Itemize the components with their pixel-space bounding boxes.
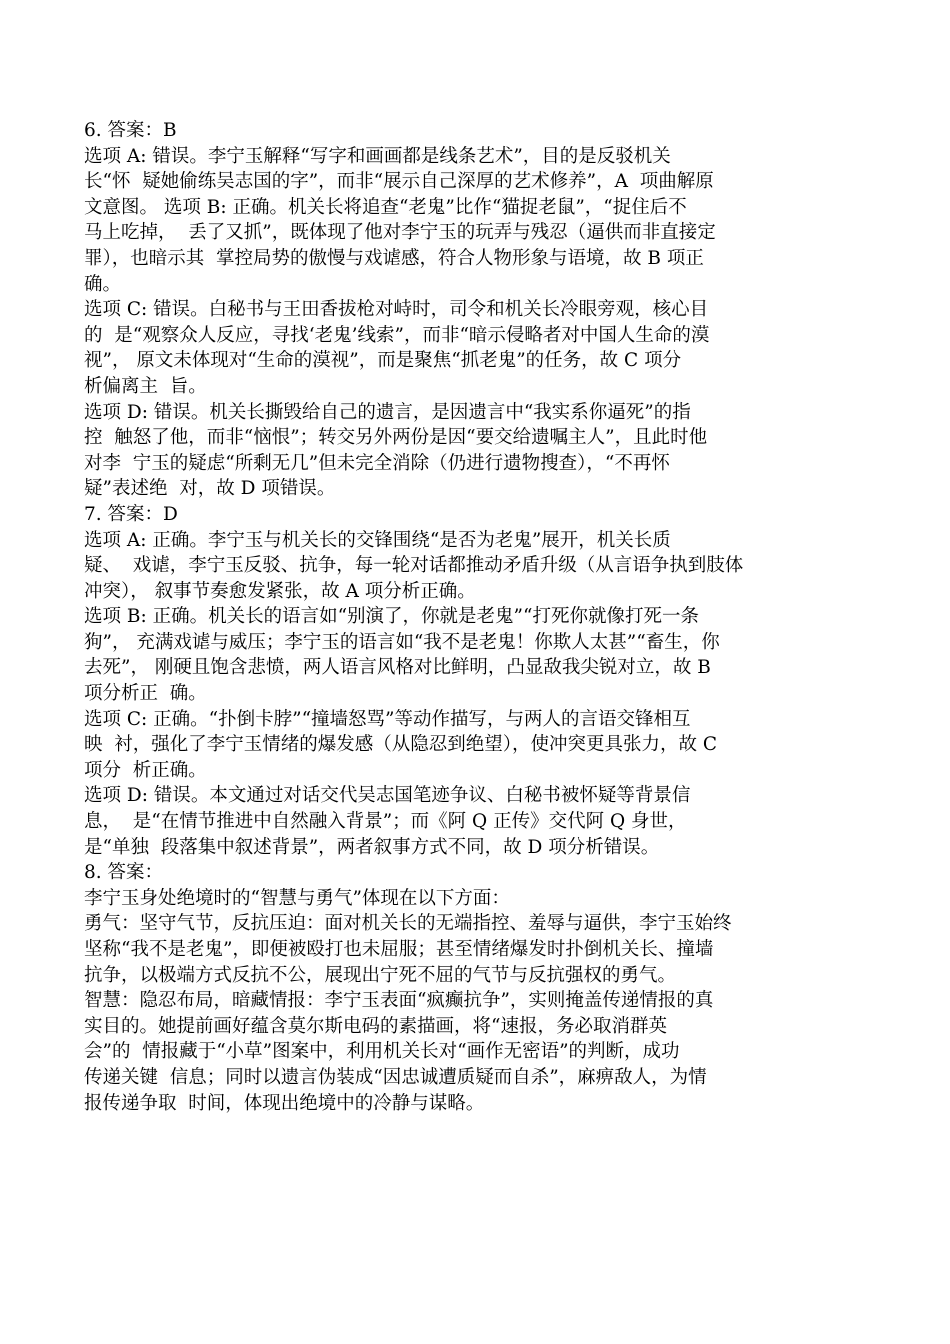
option-paragraph <box>84 297 864 399</box>
option-paragraph <box>84 707 864 784</box>
text-line: 视”， 原文未体现对“生命的漠视”，而是聚焦“抓老鬼”的任务，故 C 项分 <box>84 350 682 372</box>
text-line: 狗”， 充满戏谑与威压；李宁玉的语言如“我不是老鬼！你欺人太甚”“畜生，你 <box>84 631 720 653</box>
text-line: 项分析正 确。 <box>84 683 207 705</box>
text-line: 坚称“我不是老鬼”，即便被殴打也未屈服；甚至情绪爆发时扑倒机关长、撞墙 <box>84 939 714 960</box>
text-line: 传递关键 信息；同时以遗言伪装成“因忠诚遭质疑而自杀”，麻痹敌人，为情 <box>84 1066 707 1088</box>
text-line: 报传递争取 时间，体现出绝境中的冷静与谋略。 <box>84 1092 485 1114</box>
text-line: 项分 析正确。 <box>84 759 207 781</box>
text-line: 冲突）， 叙事节奏愈发紧张，故 A 项分析正确。 <box>84 580 476 602</box>
text-line: 疑”表述绝 对，故 D 项错误。 <box>84 478 336 500</box>
text-line: 选项 A: 错误。李宁玉解释“写字和画画都是线条艺术”，目的是反驳机关 <box>84 145 671 167</box>
text-line: 选项 A: 正确。李宁玉与机关长的交锋围绕“是否为老鬼”展开，机关长质 <box>84 529 671 551</box>
answer-section-8 <box>84 860 864 1116</box>
text-line: 实目的。她提前画好蕴含莫尔斯电码的素描画，将“速报，务必取消群英 <box>84 1015 667 1037</box>
text-line: 智慧：隐忍布局，暗藏情报：李宁玉表面“疯癫抗争”，实则掩盖传递情报的真 <box>84 990 714 1012</box>
option-paragraph <box>84 144 864 298</box>
text-line: 选项 B: 正确。机关长的语言如“别演了，你就是老鬼”“打死你就像打死一条 <box>84 606 699 628</box>
text-line: 疑、 戏谑，李宁玉反驳、抗争，每一轮对话都推动矛盾升级（从言语争执到肢体 <box>84 555 744 577</box>
answer-paragraph <box>84 911 864 988</box>
text-line: 的 是“观察众人反应，寻找‘老鬼’线索”，而非“暗示侵略者对中国人生命的漠 <box>84 324 710 346</box>
answer-section-7 <box>84 502 864 860</box>
text-line: 析偏离主 旨。 <box>84 375 207 397</box>
text-line: 罪），也暗示其 掌控局势的傲慢与戏谑感，符合人物形象与语境，故 B 项正 <box>84 247 704 269</box>
section-heading: 7. 答案：D <box>84 503 178 525</box>
text-line: 对李 宁玉的疑虑“所剩无几”但未完全消除（仍进行遗物搜查），“不再怀 <box>84 452 670 474</box>
text-line: 会”的 情报藏于“小草”图案中，利用机关长对“画作无密语”的判断，成功 <box>84 1041 680 1063</box>
section-heading: 8. 答案： <box>84 862 164 884</box>
option-paragraph <box>84 604 864 706</box>
text-line: 选项 C: 正确。“扑倒卡脖”“撞墙怒骂”等动作描写，与两人的言语交锋相互 <box>84 708 691 730</box>
text-line: 选项 D: 错误。本文通过对话交代吴志国笔迹争议、白秘书被怀疑等背景信 <box>84 785 691 807</box>
text-line: 长“怀 疑她偷练吴志国的字”，而非“展示自己深厚的艺术修养”，A 项曲解原 <box>84 171 714 193</box>
text-line: 马上吃掉， 丢了又抓”，既体现了他对李宁玉的玩弄与残忍（逼供而非直接定 <box>84 222 716 244</box>
text-line: 确。 <box>84 273 122 295</box>
section-heading: 6. 答案：B <box>84 120 177 141</box>
text-line: 映 衬，强化了李宁玉情绪的爆发感（从隐忍到绝望），使冲突更具张力，故 C <box>84 734 718 756</box>
text-line: 选项 C: 错误。白秘书与王田香拔枪对峙时，司令和机关长冷眼旁观，核心目 <box>84 299 709 321</box>
text-line: 控 触怒了他，而非“恼恨”；转交另外两份是因“要交给遗嘱主人”，且此时他 <box>84 427 708 449</box>
answer-paragraph <box>84 988 864 1116</box>
text-line: 文意图。 选项 B: 正确。机关长将追查“老鬼”比作“猫捉老鼠”，“捉住后不 <box>84 196 687 218</box>
answer-section-6 <box>84 118 864 502</box>
text-line: 息， 是“在情节推进中自然融入背景”；而《阿 Q 正传》交代阿 Q 身世， <box>84 811 687 833</box>
option-paragraph <box>84 528 864 605</box>
answer-paragraph <box>84 886 864 912</box>
option-paragraph <box>84 400 864 502</box>
text-line: 选项 D: 错误。机关长撕毁给自己的遗言，是因遗言中“我实系你逼死”的指 <box>84 401 691 423</box>
answer-document <box>84 118 864 1116</box>
text-line: 去死”， 刚硬且饱含悲愤，两人语言风格对比鲜明，凸显敌我尖锐对立，故 B <box>84 657 711 679</box>
text-line: 是“单独 段落集中叙述背景”，两者叙事方式不同，故 D 项分析错误。 <box>84 836 660 858</box>
text-line: 李宁玉身处绝境时的“智慧与勇气”体现在以下方面： <box>84 887 510 909</box>
text-line: 抗争，以极端方式反抗不公，展现出宁死不屈的气节与反抗强权的勇气。 <box>84 964 677 986</box>
text-line: 勇气：坚守气节，反抗压迫：面对机关长的无端指控、羞辱与逼供，李宁玉始终 <box>84 913 732 935</box>
option-paragraph <box>84 783 864 860</box>
